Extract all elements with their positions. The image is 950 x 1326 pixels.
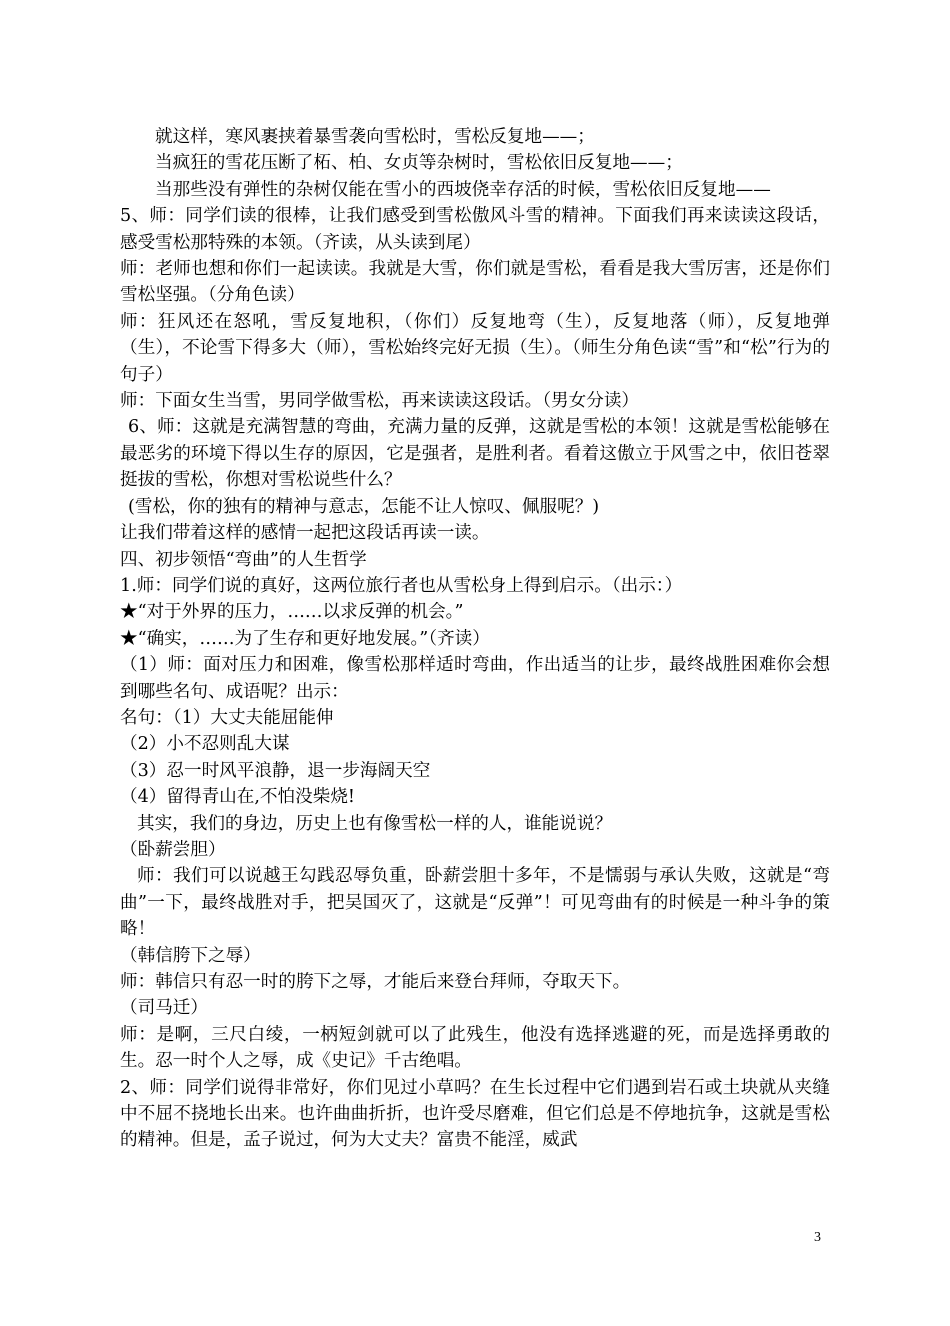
paragraph: 师：韩信只有忍一时的胯下之辱，才能后来登台拜师，夺取天下。 (120, 972, 631, 992)
paragraph: （卧薪尝胆） (120, 839, 226, 860)
paragraph: 师：狂风还在怒吼，雪反复地积，（你们）反复地弯（生），反复地落（师），反复地弹（生），不论雪下得多大（师），雪松始终完好无损（生）。（师生分角色读“雪”和“松”行为的句子） (120, 311, 830, 385)
paragraph: 当那些没有弹性的杂树仅能在雪小的西坡侥幸存活的时候，雪松依旧反复地—— (155, 179, 771, 200)
paragraph: 师：下面女生当雪，男同学做雪松，再来读读这段话。（男女分读） (120, 391, 640, 412)
paragraph: （1）师：面对压力和困难，像雪松那样适时弯曲，作出适当的让步，最终战胜困难你会想到哪些名句、成语呢？出示： (120, 655, 830, 702)
paragraph: 2、师：同学们说得非常好，你们见过小草吗？在生长过程中它们遇到岩石或土块就从夹缝中不屈不挠地长出来。也许曲曲折折，也许受尽磨难，但它们总是不停地抗争，这就是雪松的精神。但是，孟子说过，何为大丈夫？富贵不能淫，威武 (120, 1077, 830, 1151)
paragraph: 师：我们可以说越王勾践忍辱负重，卧薪尝胆十多年，不是懦弱与承认失败，这就是“弯曲”一下，最终战胜对手，把吴国灭了，这就是“反弹”！可见弯曲有的时候是一种斗争的策略！ (120, 866, 830, 940)
paragraph: 当疯狂的雪花压断了柘、柏、女贞等杂树时，雪松依旧反复地——； (155, 153, 683, 174)
paragraph: 师：是啊，三尺白绫，一柄短剑就可以了此残生，他没有选择逃避的死，而是选择勇敢的生。忍一时个人之辱，成《史记》千古绝唱。 (120, 1024, 830, 1072)
quote-item: ★“确实，……为了生存和更好地发展。”（齐读） (120, 628, 490, 649)
list-item: （3）忍一时风平浪静，退一步海阔天空 (120, 760, 431, 781)
page-number: 3 (814, 1230, 821, 1245)
paragraph: 6、师：这就是充满智慧的弯曲，充满力量的反弹，这就是雪松的本领！这就是雪松能够在最恶劣的环境下得以生存的原因，它是强者，是胜利者。看着这傲立于风雪之中，依旧苍翠挺拔的雪松，你想对雪松说些什么？ (120, 417, 830, 491)
quote-item: ★“对于外界的压力，……以求反弹的机会。” (120, 602, 464, 623)
paragraph: 师：老师也想和你们一起读读。我就是大雪，你们就是雪松，看看是我大雪厉害，还是你们雪松坚强。（分角色读） (120, 259, 830, 306)
list-item: （2）小不忍则乱大谋 (120, 734, 290, 755)
paragraph: 其实，我们的身边，历史上也有像雪松一样的人，谁能说说？ (137, 813, 613, 834)
paragraph: （韩信胯下之辱） (120, 945, 261, 966)
paragraph: （司马迁） (120, 998, 208, 1019)
paragraph: (雪松，你的独有的精神与意志，怎能不让人惊叹、佩服呢？) (128, 496, 600, 517)
paragraph: 5、师：同学们读的很棒，让我们感受到雪松傲风斗雪的精神。下面我们再来读读这段话，感受雪松那特殊的本领。（齐读，从头读到尾） (120, 206, 830, 253)
list-item: （4）留得青山在,不怕没柴烧! (120, 787, 355, 808)
paragraph: 1.师：同学们说的真好，这两位旅行者也从雪松身上得到启示。（出示：） (120, 575, 683, 596)
paragraph: 让我们带着这样的感情一起把这段话再读一读。 (120, 523, 490, 544)
paragraph: 就这样，寒风裹挟着暴雪袭向雪松时，雪松反复地——； (155, 127, 595, 147)
list-item: 名句：（1）大丈夫能屈能伸 (120, 707, 334, 728)
document-body (120, 124, 830, 1154)
section-heading: 四、初步领悟“弯曲”的人生哲学 (120, 549, 367, 570)
